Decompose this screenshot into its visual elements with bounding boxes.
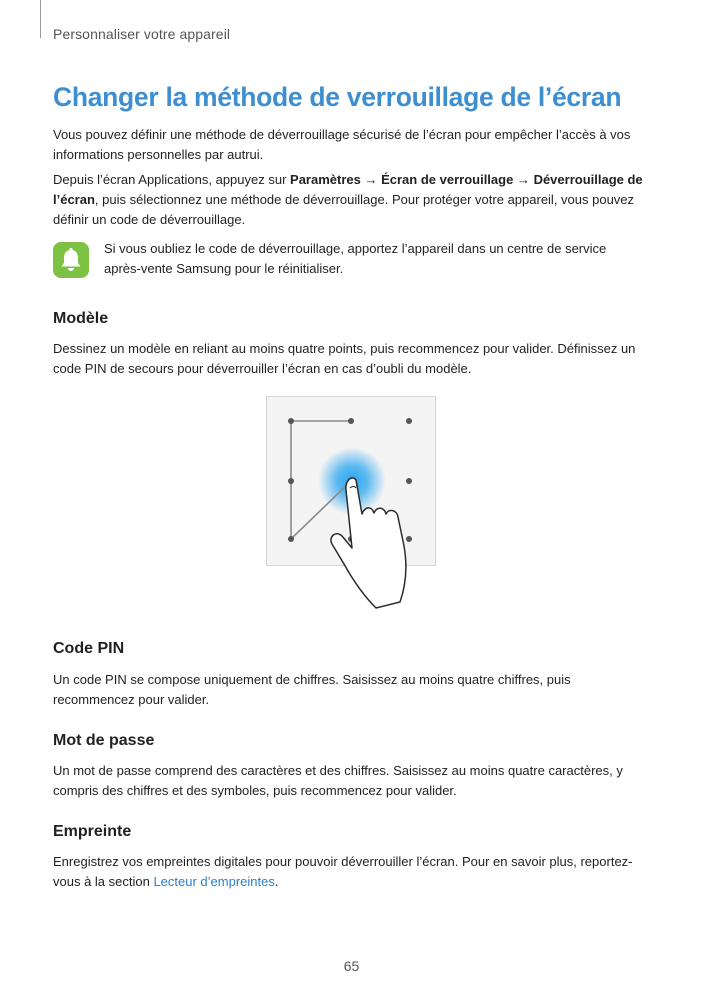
section-header: Personnaliser votre appareil [53, 26, 231, 42]
pin-heading: Code PIN [53, 640, 125, 657]
fingerprint-text [53, 852, 653, 892]
fingerprint-text-after: . [274, 874, 279, 889]
pattern-dot [406, 536, 412, 542]
fingerprint-text-before: Enregistrez vos empreintes digitales pour pouvoir déverrouiller l’écran. Pour en savoir plus, reportez-vous à la section [53, 854, 633, 889]
pattern-dot [406, 418, 412, 424]
pin-text: Un code PIN se compose uniquement de chiffres. Saisissez au moins quatre chiffres, puis recommencez pour valider. [53, 672, 571, 707]
screen-unlock-step: Déverrouillage de l’écran [53, 172, 643, 207]
settings-step: Paramètres [290, 172, 361, 187]
bell-icon [53, 242, 89, 278]
password-heading: Mot de passe [53, 732, 155, 749]
instructions-suffix: , puis sélectionnez une méthode de déverrouillage. Pour protéger votre appareil, vous pouvez définir un code de déverrouillage. [53, 192, 635, 227]
pattern-dot [288, 536, 294, 542]
pattern-gesture-illustration [266, 396, 436, 611]
pattern-heading: Modèle [53, 310, 109, 327]
header-rule [40, 0, 41, 38]
page-title: Changer la méthode de verrouillage de l’écran [53, 82, 622, 112]
pattern-dot [348, 418, 354, 424]
arrow: → [513, 172, 534, 187]
arrow: → [360, 172, 382, 187]
fingerprint-reader-link[interactable]: Lecteur d’empreintes [153, 874, 275, 889]
page-number: 65 [343, 958, 360, 974]
pattern-dot [406, 478, 412, 484]
pattern-dot [288, 478, 294, 484]
pattern-dot [288, 418, 294, 424]
instructions-prefix: Depuis l’écran Applications, appuyez sur [53, 172, 291, 187]
intro-paragraph: Vous pouvez définir une méthode de déverrouillage sécurisé de l’écran pour empêcher l’accès à vos informations personnelles par autrui. [53, 127, 631, 162]
instructions-paragraph [53, 170, 653, 230]
note-text: Si vous oubliez le code de déverrouillage, apportez l’appareil dans un centre de service après-vente Samsung pour le réinitialiser. [104, 241, 607, 276]
password-text: Un mot de passe comprend des caractères et des chiffres. Saisissez au moins quatre caractères, y compris des chiffres et des symboles, puis recommencez pour valider. [53, 763, 623, 798]
lock-screen-step: Écran de verrouillage [381, 172, 514, 187]
pattern-text: Dessinez un modèle en reliant au moins quatre points, puis recommencez pour valider. Définissez un code PIN de secours pour déverrouiller l’écran en cas d’oubli du modèle. [53, 341, 636, 376]
fingerprint-heading: Empreinte [53, 823, 132, 840]
